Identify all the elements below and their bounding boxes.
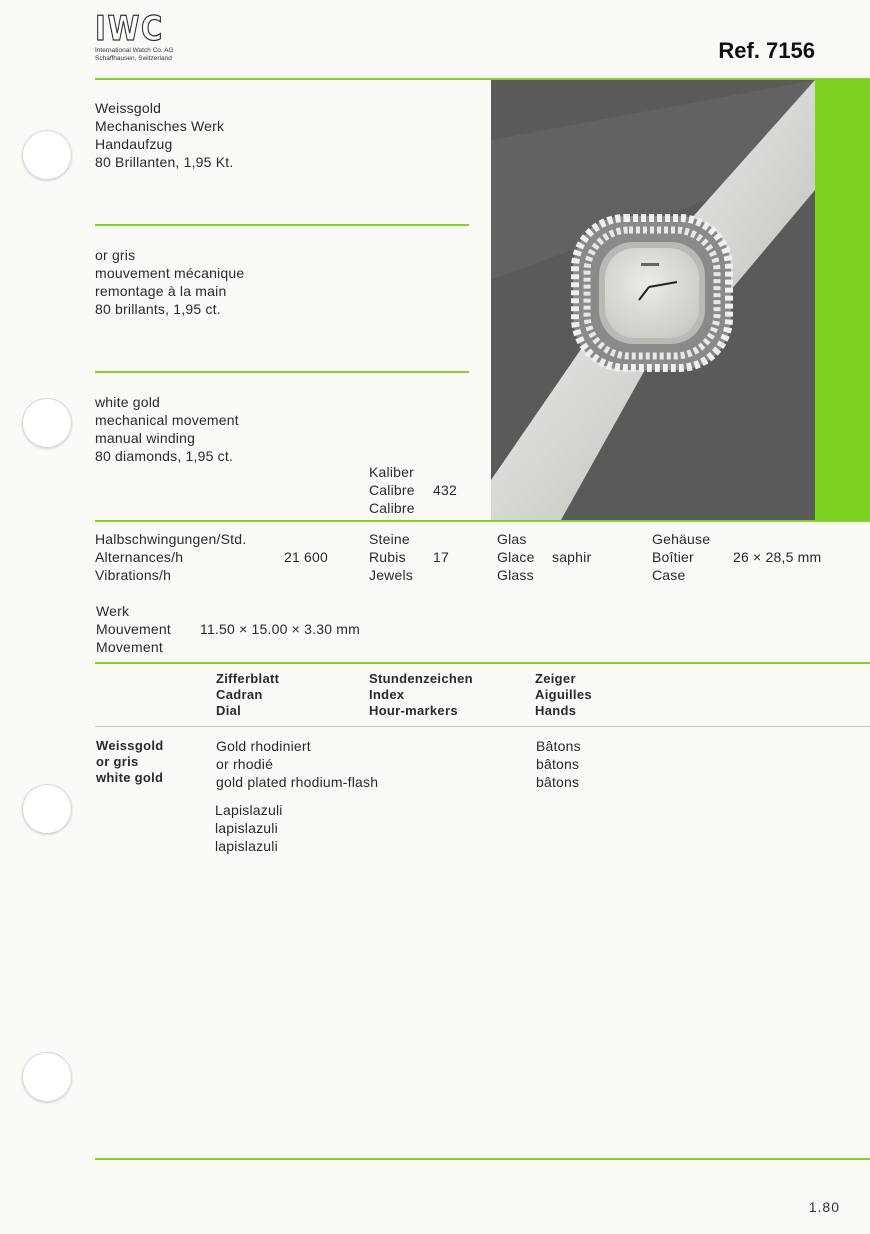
page-number: 1.80	[808, 1199, 840, 1215]
spec-label: Mouvement	[96, 621, 171, 637]
description-line: Weissgold	[95, 100, 162, 116]
dial-option-1	[216, 737, 378, 791]
case-labels	[652, 530, 710, 584]
reference-number: Ref. 7156	[718, 38, 815, 63]
glass-value: saphir	[552, 549, 592, 565]
watch-illustration	[491, 80, 815, 520]
table-header-divider	[95, 726, 870, 727]
column-header: Hour-markers	[369, 703, 458, 718]
movement-labels	[96, 602, 171, 656]
spec-label: Glas	[497, 531, 527, 547]
column-header: Dial	[216, 703, 242, 718]
calibre-labels	[369, 463, 415, 517]
footer-divider	[95, 1158, 870, 1160]
table-cell: bâtons	[536, 756, 580, 772]
description-line: Handaufzug	[95, 136, 173, 152]
binder-hole	[22, 130, 72, 180]
description-french	[95, 246, 244, 318]
column-header: Aiguilles	[535, 687, 592, 702]
vibrations-labels	[95, 530, 246, 584]
case-value: 26 × 28,5 mm	[733, 549, 822, 565]
table-cell: lapislazuli	[215, 838, 278, 854]
description-line: mechanical movement	[95, 412, 239, 428]
description-line: or gris	[95, 247, 136, 263]
jewels-labels	[369, 530, 413, 584]
watch-photo	[491, 80, 815, 520]
iwc-logo	[95, 9, 176, 62]
description-english	[95, 393, 239, 465]
row-label	[96, 738, 163, 786]
spec-label: Jewels	[369, 567, 413, 583]
binder-hole	[22, 784, 72, 834]
spec-label: Glass	[497, 567, 534, 583]
column-header: Index	[369, 687, 405, 702]
spec-label: Calibre	[369, 500, 415, 516]
table-cell: Lapislazuli	[215, 802, 283, 818]
description-line: 80 brillants, 1,95 ct.	[95, 301, 221, 317]
spec-label: Werk	[96, 603, 130, 619]
description-line: 80 diamonds, 1,95 ct.	[95, 448, 234, 464]
spec-label: Alternances/h	[95, 549, 184, 565]
column-header: Stundenzeichen	[369, 671, 473, 686]
table-cell: bâtons	[536, 774, 580, 790]
description-german	[95, 99, 233, 171]
column-header: Zifferblatt	[216, 671, 280, 686]
hands-option	[536, 737, 581, 791]
spec-label: Gehäuse	[652, 531, 711, 547]
logo-location: Schaffhausen, Switzerland	[95, 55, 172, 62]
table-cell: Gold rhodiniert	[216, 738, 311, 754]
logo-company-name: International Watch Co. AG	[95, 47, 174, 54]
accent-sidebar	[815, 80, 870, 520]
hands-header	[535, 671, 592, 719]
column-header: Zeiger	[535, 671, 576, 686]
vibrations-value: 21 600	[284, 549, 329, 565]
column-header: Cadran	[216, 687, 263, 702]
binder-hole	[22, 1052, 72, 1102]
description-line: 80 Brillanten, 1,95 Kt.	[95, 154, 234, 170]
calibre-value: 432	[433, 482, 457, 498]
description-line: remontage à la main	[95, 283, 227, 299]
table-cell: Bâtons	[536, 738, 581, 754]
description-line: manual winding	[95, 430, 196, 446]
spec-label: Calibre	[369, 482, 415, 498]
description-line: white gold	[95, 394, 161, 410]
description-line: mouvement mécanique	[95, 265, 245, 281]
specs-divider	[95, 520, 870, 522]
spec-label: Glace	[497, 549, 535, 565]
row-label-line: Weissgold	[96, 738, 164, 753]
table-cell: lapislazuli	[215, 820, 278, 836]
spec-label: Rubis	[369, 549, 406, 565]
spec-label: Steine	[369, 531, 410, 547]
spec-label: Kaliber	[369, 464, 414, 480]
movement-value: 11.50 × 15.00 × 3.30 mm	[200, 621, 361, 637]
table-divider	[95, 662, 870, 664]
dial-option-2	[215, 801, 283, 855]
section-divider	[95, 224, 469, 226]
row-label-line: white gold	[96, 770, 164, 785]
description-line: Mechanisches Werk	[95, 118, 225, 134]
row-label-line: or gris	[96, 754, 139, 769]
spec-label: Vibrations/h	[95, 567, 172, 583]
table-cell: or rhodié	[216, 756, 274, 772]
logo-mark: IWC	[95, 9, 164, 49]
column-header: Hands	[535, 703, 577, 718]
table-cell: gold plated rhodium-flash	[216, 774, 379, 790]
section-divider	[95, 371, 469, 373]
spec-label: Halbschwingungen/Std.	[95, 531, 247, 547]
jewels-value: 17	[433, 549, 449, 565]
spec-label: Movement	[96, 639, 163, 655]
spec-label: Boîtier	[652, 549, 694, 565]
glass-labels	[497, 530, 535, 584]
index-header	[369, 671, 473, 719]
binder-hole	[22, 398, 72, 448]
dial-header	[216, 671, 279, 719]
spec-label: Case	[652, 567, 686, 583]
